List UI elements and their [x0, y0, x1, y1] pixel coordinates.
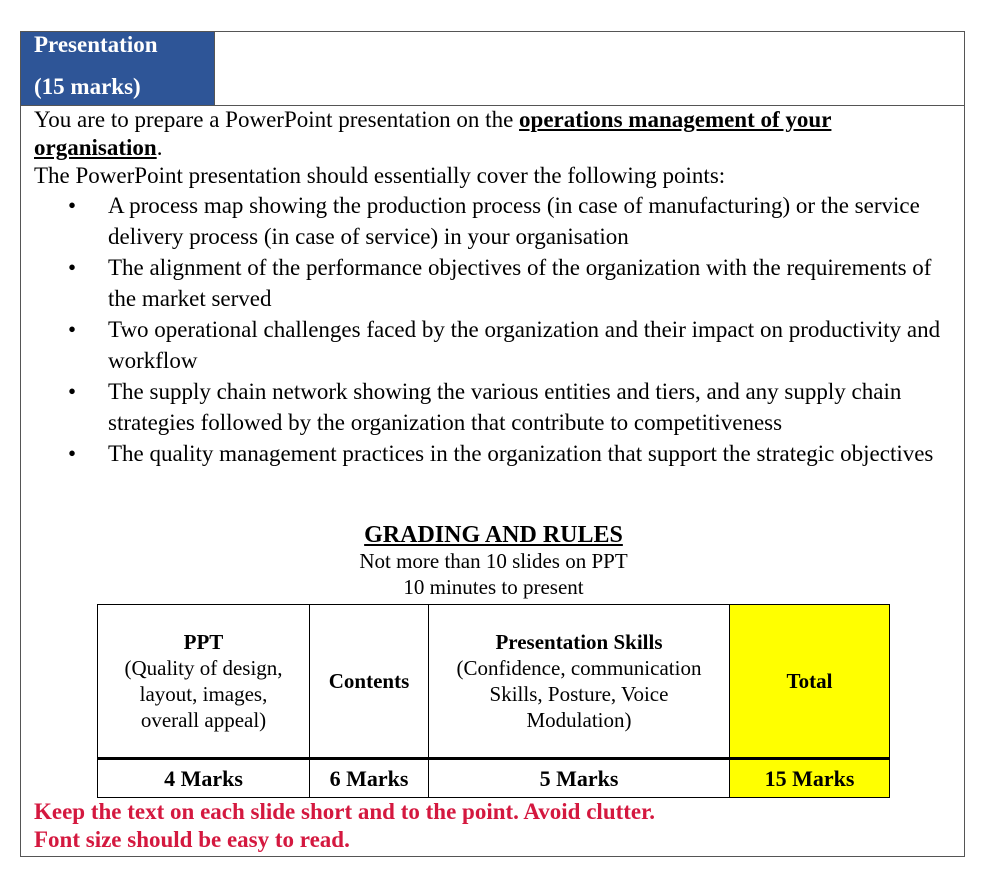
point-text: A process map showing the production process (in case of manufacturing) or the service delivery process (in case of service) in your organisation	[108, 193, 920, 249]
grading-rule-time: 10 minutes to present	[403, 575, 584, 599]
lead-paragraph: The PowerPoint presentation should essentially cover the following points:	[34, 163, 726, 188]
grading-rule-slides: Not more than 10 slides on PPT	[359, 549, 628, 573]
ppt-heading: PPT	[183, 630, 224, 654]
ppt-marks: 4 Marks	[98, 759, 310, 798]
bullet-icon: •	[68, 379, 77, 404]
total-marks: 15 Marks	[730, 759, 890, 798]
skills-marks: 5 Marks	[429, 759, 730, 798]
intro-emphasis: operations management of your organisation	[34, 107, 832, 160]
grading-title: GRADING AND RULES	[364, 522, 623, 548]
bullet-icon: •	[68, 317, 77, 342]
total-heading: Total	[730, 605, 890, 759]
assignment-body	[34, 106, 954, 469]
header-title: Presentation	[34, 32, 158, 57]
grading-section	[21, 522, 966, 600]
ppt-description: (Quality of design, layout, images, overall appeal)	[124, 656, 283, 732]
list-item	[34, 252, 954, 314]
ppt-cell	[98, 605, 310, 759]
point-text: Two operational challenges faced by the organization and their impact on productivity and workflow	[108, 317, 941, 373]
table-row	[98, 605, 890, 759]
marks-table	[97, 604, 890, 798]
point-text: The quality management practices in the organization that support the strategic objectives	[108, 441, 934, 466]
header-marks: (15 marks)	[34, 74, 141, 99]
bullet-icon: •	[68, 255, 77, 280]
bullet-icon: •	[68, 441, 77, 466]
intro-prefix: You are to prepare a PowerPoint presentation on the	[34, 107, 520, 132]
bullet-icon: •	[68, 193, 77, 218]
header-row	[21, 32, 964, 106]
contents-heading: Contents	[310, 605, 429, 759]
point-text: The supply chain network showing the various entities and tiers, and any supply chain strategies followed by the organization that contribute to competitiveness	[108, 379, 902, 435]
list-item	[34, 190, 954, 252]
notes	[34, 798, 655, 854]
note-line-2: Font size should be easy to read.	[34, 827, 350, 852]
header-divider	[214, 32, 215, 105]
list-item	[34, 438, 954, 469]
note-line-1: Keep the text on each slide short and to the point. Avoid clutter.	[34, 799, 655, 824]
intro-suffix: .	[156, 135, 163, 160]
list-item	[34, 376, 954, 438]
table-row	[98, 759, 890, 798]
intro-paragraph	[34, 106, 954, 162]
skills-heading: Presentation Skills	[495, 630, 663, 654]
point-text: The alignment of the performance objectives of the organization with the requirements of the market served	[108, 255, 932, 311]
list-item	[34, 314, 954, 376]
skills-description: (Confidence, communication Skills, Posture, Voice Modulation)	[456, 656, 702, 732]
skills-cell	[429, 605, 730, 759]
points-list	[34, 190, 954, 469]
contents-marks: 6 Marks	[310, 759, 429, 798]
header-cell	[21, 32, 214, 105]
assignment-frame	[20, 31, 965, 857]
